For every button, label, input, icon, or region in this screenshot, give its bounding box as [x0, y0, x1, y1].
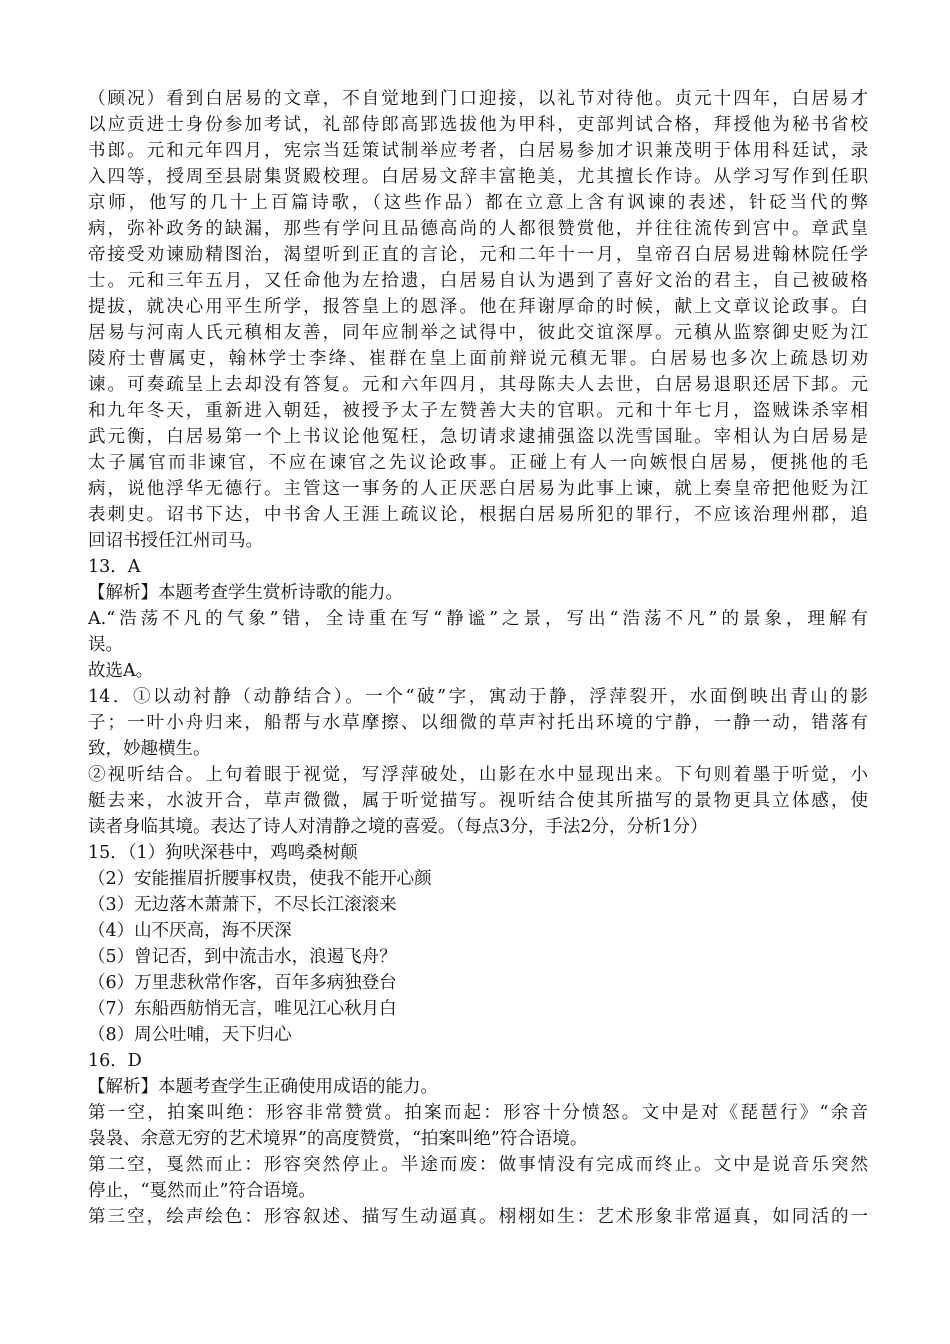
- text-line: 帝接受劝谏励精图治，渴望听到正直的言论，元和二年十一月，皇帝召白居易进翰林院任学: [88, 245, 868, 265]
- text-line: 提拔，就决心用平生所学，报答皇上的恩泽。他在拜谢厚命的时候，献上文章议论政事。白: [88, 297, 868, 317]
- question-15-answer-line: 15．（1）狗吠深巷中，鸡鸣桑树颠: [88, 843, 358, 863]
- text-line: 艇去来，水波开合，草声微微，属于听觉描写。视听结合使其所描写的景物更具立体感，使: [88, 791, 868, 811]
- text-line: 士。元和三年五月，又任命他为左拾遗，白居易自认为遇到了喜好文治的君主，自己被破格: [88, 271, 868, 291]
- question-16: [88, 1048, 868, 1100]
- text-line: 误。: [88, 635, 123, 655]
- text-line: 陵府士曹属吏，翰林学士李绛、崔群在皇上面前辩说元稹无罪。白居易也多次上疏恳切劝: [88, 349, 868, 369]
- question-15-answer-line: （3）无边落木萧萧下，不尽长江滚滚来: [88, 895, 397, 915]
- question-15-answer-line: （6）万里悲秋常作客，百年多病独登台: [88, 973, 397, 993]
- question-15-answer-line: （2）安能摧眉折腰事权贵，使我不能开心颜: [88, 869, 432, 889]
- text-line: 子；一叶小舟归来，船帮与水草摩擦、以细微的草声衬托出环境的宁静，一静一动，错落有: [88, 713, 868, 733]
- text-line: 停止，“戛然而止”符合语境。: [88, 1181, 316, 1201]
- text-line: 回诏书授任江州司马。: [88, 531, 263, 551]
- text-line: 以应贡进士身份参加考试，礼部侍郎高郢选拔他为甲科，吏部判试合格，拜授他为秘书省校: [88, 115, 868, 135]
- question-16-blank-2: [88, 1152, 868, 1204]
- question-16-blank-3: [88, 1204, 868, 1230]
- text-line: 病，说他浮华无德行。主管这一事务的人正厌恶白居易为此事上谏，就上奏皇帝把他贬为江: [88, 479, 868, 499]
- text-line: 14．①以动衬静（动静结合）。一个“破”字，寓动于静，浮萍裂开，水面倒映出青山的影: [88, 687, 868, 707]
- question-13-conclusion: 故选A。: [88, 661, 154, 681]
- text-line: 太子属官而非谏官，不应在谏官之先议论政事。正碰上有人一向嫉恨白居易，便挑他的毛: [88, 453, 868, 473]
- question-13-conclusion-block: [88, 658, 868, 684]
- text-line: 书郎。元和元年四月，宪宗当廷策试制举应考者，白居易参加才识兼茂明于体用科廷试，录: [88, 141, 868, 161]
- text-line: 京师，他写的几十上百篇诗歌，（这些作品）都在立意上含有讽谏的表述，针砭当代的弊: [88, 193, 868, 213]
- text-line: 致，妙趣横生。: [88, 739, 211, 759]
- text-line: 谏。可奏疏呈上去却没有答复。元和六年四月，其母陈夫人去世，白居易退职还居下邽。元: [88, 375, 868, 395]
- question-14-point-1: [88, 684, 868, 762]
- text-line: 第一空，拍案叫绝：形容非常赞赏。拍案而起：形容十分愤怒。文中是对《琵琶行》“余音: [88, 1103, 868, 1123]
- question-13: [88, 554, 868, 606]
- text-line: 居易与河南人氏元稹相友善，同年应制举之试得中，彼此交谊深厚。元稹从监察御史贬为江: [88, 323, 868, 343]
- text-line: 第三空，绘声绘色：形容叙述、描写生动逼真。栩栩如生：艺术形象非常逼真，如同活的一: [88, 1207, 868, 1227]
- question-15-answer-line: （5）曾记否，到中流击水，浪遏飞舟？: [88, 947, 397, 967]
- answer-key-content: [88, 86, 868, 1230]
- question-13-point-a: [88, 606, 868, 658]
- text-line: 第二空，戛然而止：形容突然停止。半途而废：做事情没有完成而终止。文中是说音乐突然: [88, 1155, 868, 1175]
- text-line: 入四等，授周至县尉集贤殿校理。白居易文辞丰富艳美，尤其擅长作诗。从学习写作到任职: [88, 167, 868, 187]
- question-15-answer-line: （4）山不厌高，海不厌深: [88, 921, 292, 941]
- text-line: 武元衡，白居易第一个上书议论他冤枉，急切请求逮捕强盗以洗雪国耻。宰相认为白居易是: [88, 427, 868, 447]
- question-16-blank-1: [88, 1100, 868, 1152]
- question-15: [88, 840, 868, 1048]
- text-line: 袅袅、余意无穷的艺术境界”的高度赞赏，“拍案叫绝”符合语境。: [88, 1129, 588, 1149]
- question-13-answer: 13．A: [88, 557, 141, 577]
- text-line: 病，弥补政务的缺漏，那些有学问且品德高尚的人都很赞赏他，并往往流传到宫中。章武皇: [88, 219, 868, 239]
- question-13-analysis: 【解析】本题考查学生赏析诗歌的能力。: [88, 583, 403, 603]
- text-line: ②视听结合。上句着眼于视觉，写浮萍破处，山影在水中显现出来。下句则着墨于听觉，小: [88, 765, 868, 785]
- question-14-point-2: [88, 762, 868, 840]
- question-16-analysis: 【解析】本题考查学生正确使用成语的能力。: [88, 1077, 438, 1097]
- text-line: A.“浩荡不凡的气象”错，全诗重在写“静谧”之景，写出“浩荡不凡”的景象，理解有: [88, 609, 868, 629]
- text-line: 读者身临其境。表达了诗人对清静之境的喜爱。（每点3分，手法2分，分析1分）: [88, 817, 708, 837]
- translation-paragraph: [88, 86, 868, 554]
- text-line: 和九年冬天，重新进入朝廷，被授予太子左赞善大夫的官职。元和十年七月，盗贼诛杀宰相: [88, 401, 868, 421]
- question-15-answer-line: （8）周公吐哺，天下归心: [88, 1025, 292, 1045]
- question-15-answer-line: （7）东船西舫悄无言，唯见江心秋月白: [88, 999, 397, 1019]
- text-line: （顾况）看到白居易的文章，不自觉地到门口迎接，以礼节对待他。贞元十四年，白居易才: [88, 89, 868, 109]
- question-16-answer: 16．D: [88, 1051, 142, 1071]
- text-line: 表刺史。诏书下达，中书舍人王涯上疏议论，根据白居易所犯的罪行，不应该治理州郡，追: [88, 505, 868, 525]
